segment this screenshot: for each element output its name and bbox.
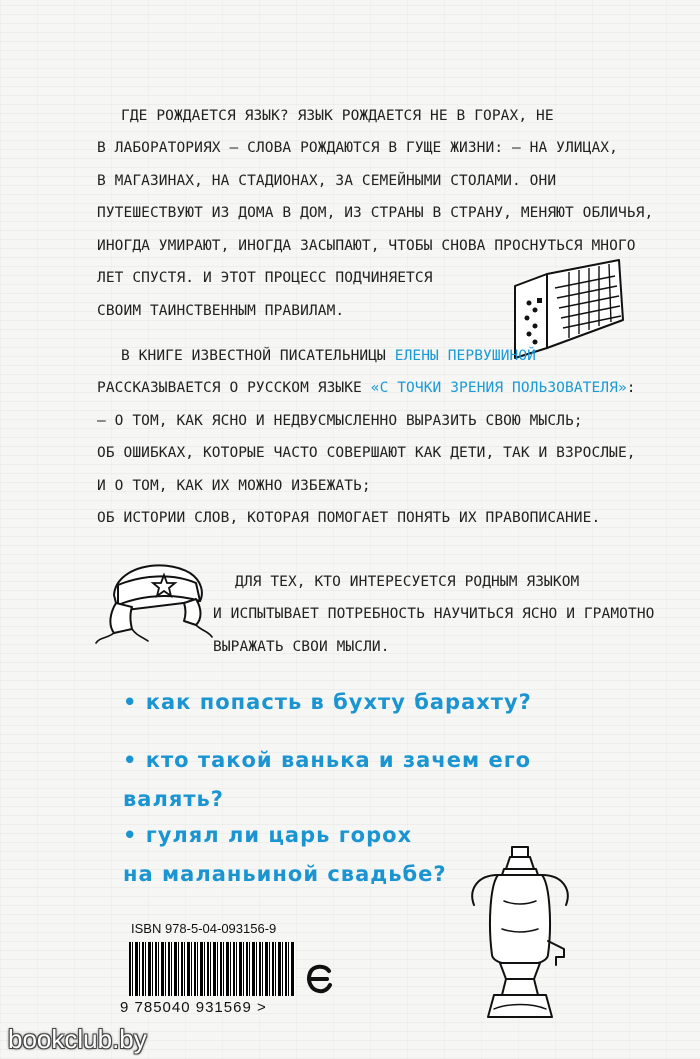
ushanka-hat-illustration (92, 555, 217, 645)
about-book-paragraph (121, 340, 536, 373)
question-3-line-1: • гулял ли царь горох (123, 823, 413, 847)
question-2-line-2: валять? (123, 787, 224, 811)
intro-line-2: В ЛАБОРАТОРИЯХ – СЛОВА РОЖДАЮТСЯ В ГУЩЕ ЖИЗНИ: – НА УЛИЦАХ, (97, 140, 618, 156)
user-viewpoint-quote: «С ТОЧКИ ЗРЕНИЯ ПОЛЬЗОВАТЕЛЯ» (370, 380, 627, 396)
intro-line-1: ГДЕ РОЖДАЕТСЯ ЯЗЫК? ЯЗЫК РОЖДАЕТСЯ НЕ В ГОРАХ, НЕ (121, 108, 554, 124)
intro-paragraph (121, 100, 554, 133)
publisher-logo-icon (305, 962, 335, 996)
question-1: • как попасть в бухту барахту? (123, 690, 532, 714)
about-line-5: И О ТОМ, КАК ИХ МОЖНО ИЗБЕЖАТЬ; (97, 477, 371, 494)
intro-line-7: СВОИМ ТАИНСТВЕННЫМ ПРАВИЛАМ. (97, 302, 345, 319)
intro-line-4: ПУТЕШЕСТВУЮТ ИЗ ДОМА В ДОМ, ИЗ СТРАНЫ В СТРАНУ, МЕНЯЮТ ОБЛИЧЬЯ, (97, 205, 654, 221)
intro-line-3: В МАГАЗИНАХ, НА СТАДИОНАХ, ЗА СЕМЕЙНЫМИ СТОЛАМИ. ОНИ (97, 172, 557, 189)
audience-paragraph (235, 566, 579, 599)
about-line-4: ОБ ОШИБКАХ, КОТОРЫЕ ЧАСТО СОВЕРШАЮТ КАК ДЕТИ, ТАК И ВЗРОСЛЫЕ, (97, 445, 636, 461)
about-line-3: – О ТОМ, КАК ЯСНО И НЕДВУСМЫСЛЕННО ВЫРАЗИТЬ СВОЮ МЫСЛЬ; (97, 412, 583, 429)
intro-line-6: ЛЕТ СПУСТЯ. И ЭТОТ ПРОЦЕСС ПОДЧИНЯЕТСЯ (97, 270, 433, 286)
about-line-2-text: РАССКАЗЫВАЕТСЯ О РУССКОМ ЯЗЫКЕ (97, 380, 371, 396)
audience-line-3: ВЫРАЖАТЬ СВОИ МЫСЛИ. (213, 638, 390, 655)
barcode-digits: 9 785040 931569 > (120, 999, 267, 1016)
question-2-line-1: • кто такой ванька и зачем его (123, 748, 532, 772)
isbn-label: ISBN 978-5-04-093156-9 (131, 921, 277, 936)
intro-line-5: ИНОГДА УМИРАЮТ, ИНОГДА ЗАСЫПАЮТ, ЧТОБЫ СНОВА ПРОСНУТЬСЯ МНОГО (97, 237, 636, 254)
about-line-2-colon: : (626, 380, 636, 396)
audience-line-2: И ИСПЫТЫВАЕТ ПОТРЕБНОСТЬ НАУЧИТЬСЯ ЯСНО И ГРАМОТНО (213, 606, 655, 622)
audience-line-1: ДЛЯ ТЕХ, КТО ИНТЕРЕСУЕТСЯ РОДНЫМ ЯЗЫКОМ (235, 574, 580, 590)
author-name: ЕЛЕНЫ ПЕРВУШИНОЙ (394, 348, 537, 364)
isbn-barcode (129, 942, 295, 996)
about-line-6: ОБ ИСТОРИИ СЛОВ, КОТОРАЯ ПОМОГАЕТ ПОНЯТЬ ИХ ПРАВОПИСАНИЕ. (97, 510, 601, 526)
about-line-1-text: В КНИГЕ ИЗВЕСТНОЙ ПИСАТЕЛЬНИЦЫ (121, 348, 395, 364)
samovar-illustration (460, 845, 580, 1030)
about-line-2 (97, 372, 636, 405)
site-watermark: bookclub.by (8, 1024, 147, 1054)
about-book-body (97, 372, 636, 535)
audience-paragraph-body (213, 598, 655, 663)
about-line-1 (121, 340, 536, 373)
question-3-line-2: на маланьиной свадьбе? (123, 862, 447, 886)
